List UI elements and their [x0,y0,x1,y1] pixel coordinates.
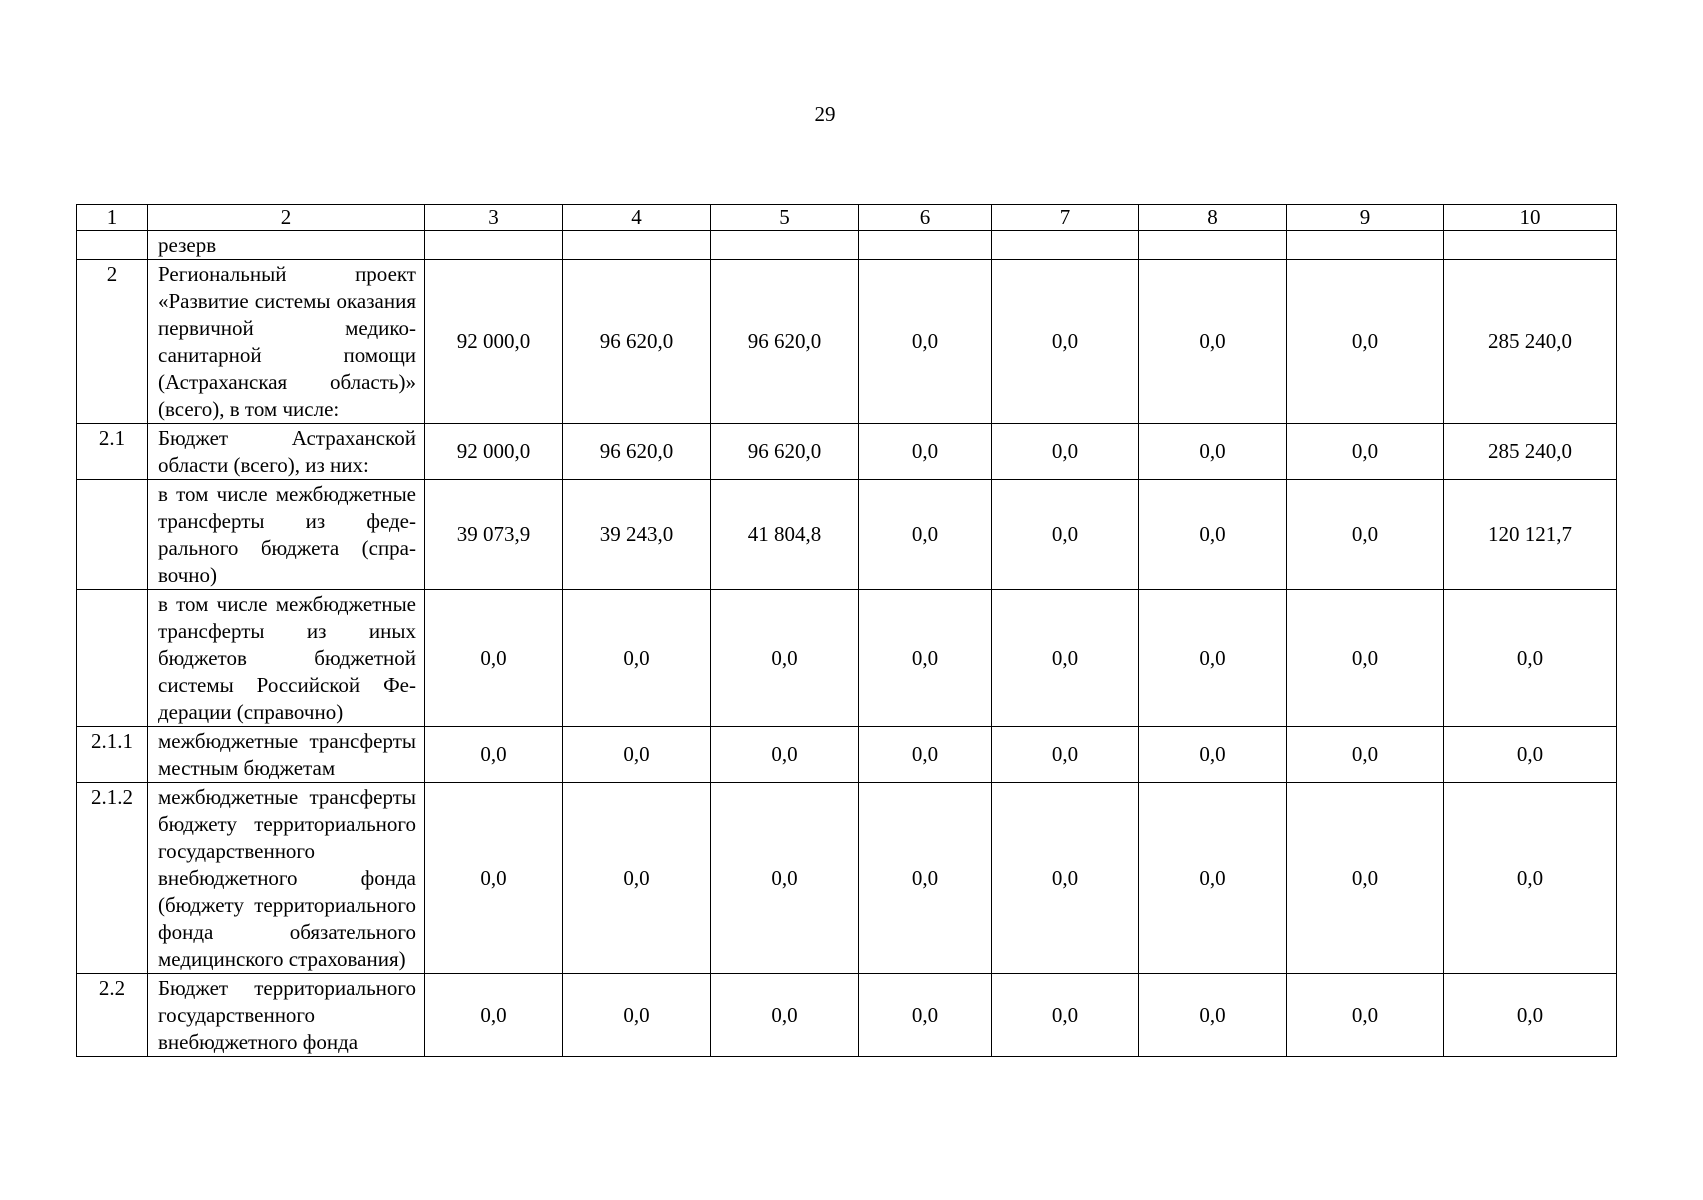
row-name-cell: Бюджет Астраханской области (всего), из них: [148,424,425,480]
row-name-cell: межбюджетные трансферты местным бюджетам [148,727,425,783]
row-number-cell: 2.1.2 [77,783,148,974]
value-cell: 0,0 [1287,727,1444,783]
value-cell: 0,0 [1287,783,1444,974]
value-cell: 0,0 [1287,590,1444,727]
value-cell: 0,0 [859,783,992,974]
value-cell: 0,0 [711,783,859,974]
value-cell [992,231,1139,260]
header-cell: 10 [1444,205,1617,231]
value-cell: 39 073,9 [425,480,563,590]
value-cell: 0,0 [1287,424,1444,480]
table-row [77,260,1617,424]
budget-table [76,204,1617,1057]
header-cell: 4 [563,205,711,231]
value-cell: 0,0 [859,260,992,424]
value-cell: 285 240,0 [1444,424,1617,480]
row-name-cell: межбюджетные трансферты бюджету территориального государственного внебюджетного фонда (бюджету территориального фонда обязательного медицинского страхования) [148,783,425,974]
header-cell: 9 [1287,205,1444,231]
value-cell: 0,0 [563,974,711,1057]
header-cell: 2 [148,205,425,231]
header-cell: 7 [992,205,1139,231]
value-cell: 96 620,0 [563,260,711,424]
value-cell: 0,0 [859,424,992,480]
value-cell: 0,0 [992,260,1139,424]
table-row [77,590,1617,727]
value-cell [859,231,992,260]
row-name-cell: Региональный проект «Развитие системы оказания первичной медико-санитарной помощи (Астраханская область)» (всего), в том числе: [148,260,425,424]
value-cell: 39 243,0 [563,480,711,590]
value-cell [1444,231,1617,260]
table-row [77,974,1617,1057]
value-cell: 0,0 [1139,783,1287,974]
row-name-cell: резерв [148,231,425,260]
budget-table-container [76,204,1616,1057]
page-number: 29 [814,102,836,126]
value-cell: 120 121,7 [1444,480,1617,590]
value-cell: 0,0 [1139,424,1287,480]
value-cell: 0,0 [859,974,992,1057]
value-cell: 0,0 [1444,783,1617,974]
value-cell: 0,0 [563,590,711,727]
value-cell: 0,0 [425,974,563,1057]
value-cell: 0,0 [1287,480,1444,590]
header-cell: 3 [425,205,563,231]
value-cell: 0,0 [992,424,1139,480]
value-cell: 0,0 [1444,590,1617,727]
value-cell: 92 000,0 [425,260,563,424]
value-cell: 41 804,8 [711,480,859,590]
value-cell: 0,0 [859,727,992,783]
row-number-cell [77,480,148,590]
row-number-cell: 2.1.1 [77,727,148,783]
value-cell: 96 620,0 [711,260,859,424]
row-number-cell: 2.2 [77,974,148,1057]
table-row [77,480,1617,590]
value-cell: 96 620,0 [711,424,859,480]
value-cell: 0,0 [425,590,563,727]
value-cell: 0,0 [563,783,711,974]
table-row [77,231,1617,260]
value-cell: 0,0 [992,480,1139,590]
value-cell: 0,0 [992,590,1139,727]
table-row [77,783,1617,974]
value-cell: 0,0 [1287,260,1444,424]
value-cell: 0,0 [711,974,859,1057]
value-cell: 0,0 [859,590,992,727]
value-cell: 0,0 [563,727,711,783]
value-cell: 0,0 [1139,727,1287,783]
row-number-cell: 2.1 [77,424,148,480]
row-name-cell: Бюджет территориального государственного внебюджетного фонда [148,974,425,1057]
header-cell: 8 [1139,205,1287,231]
row-number-cell [77,231,148,260]
value-cell: 0,0 [1139,590,1287,727]
table-row [77,424,1617,480]
table-row [77,727,1617,783]
header-cell: 5 [711,205,859,231]
row-name-cell: в том числе межбюджетные трансферты из иных бюджетов бюджетной системы Российской Федерации (справочно) [148,590,425,727]
value-cell [425,231,563,260]
value-cell: 0,0 [859,480,992,590]
header-cell: 1 [77,205,148,231]
value-cell: 0,0 [1139,260,1287,424]
value-cell: 0,0 [425,783,563,974]
table-body [77,205,1617,1057]
value-cell: 0,0 [1444,727,1617,783]
value-cell [1287,231,1444,260]
value-cell: 0,0 [711,727,859,783]
value-cell: 0,0 [992,783,1139,974]
row-number-cell [77,590,148,727]
value-cell: 0,0 [1139,974,1287,1057]
value-cell: 0,0 [1287,974,1444,1057]
row-name-cell: в том числе межбюджетные трансферты из федерального бюджета (справочно) [148,480,425,590]
value-cell: 0,0 [711,590,859,727]
value-cell [1139,231,1287,260]
value-cell: 0,0 [1444,974,1617,1057]
header-cell: 6 [859,205,992,231]
value-cell: 285 240,0 [1444,260,1617,424]
value-cell: 0,0 [1139,480,1287,590]
value-cell: 96 620,0 [563,424,711,480]
row-number-cell: 2 [77,260,148,424]
value-cell: 0,0 [992,974,1139,1057]
value-cell: 92 000,0 [425,424,563,480]
value-cell: 0,0 [992,727,1139,783]
header-row [77,205,1617,231]
value-cell: 0,0 [425,727,563,783]
value-cell [563,231,711,260]
value-cell [711,231,859,260]
